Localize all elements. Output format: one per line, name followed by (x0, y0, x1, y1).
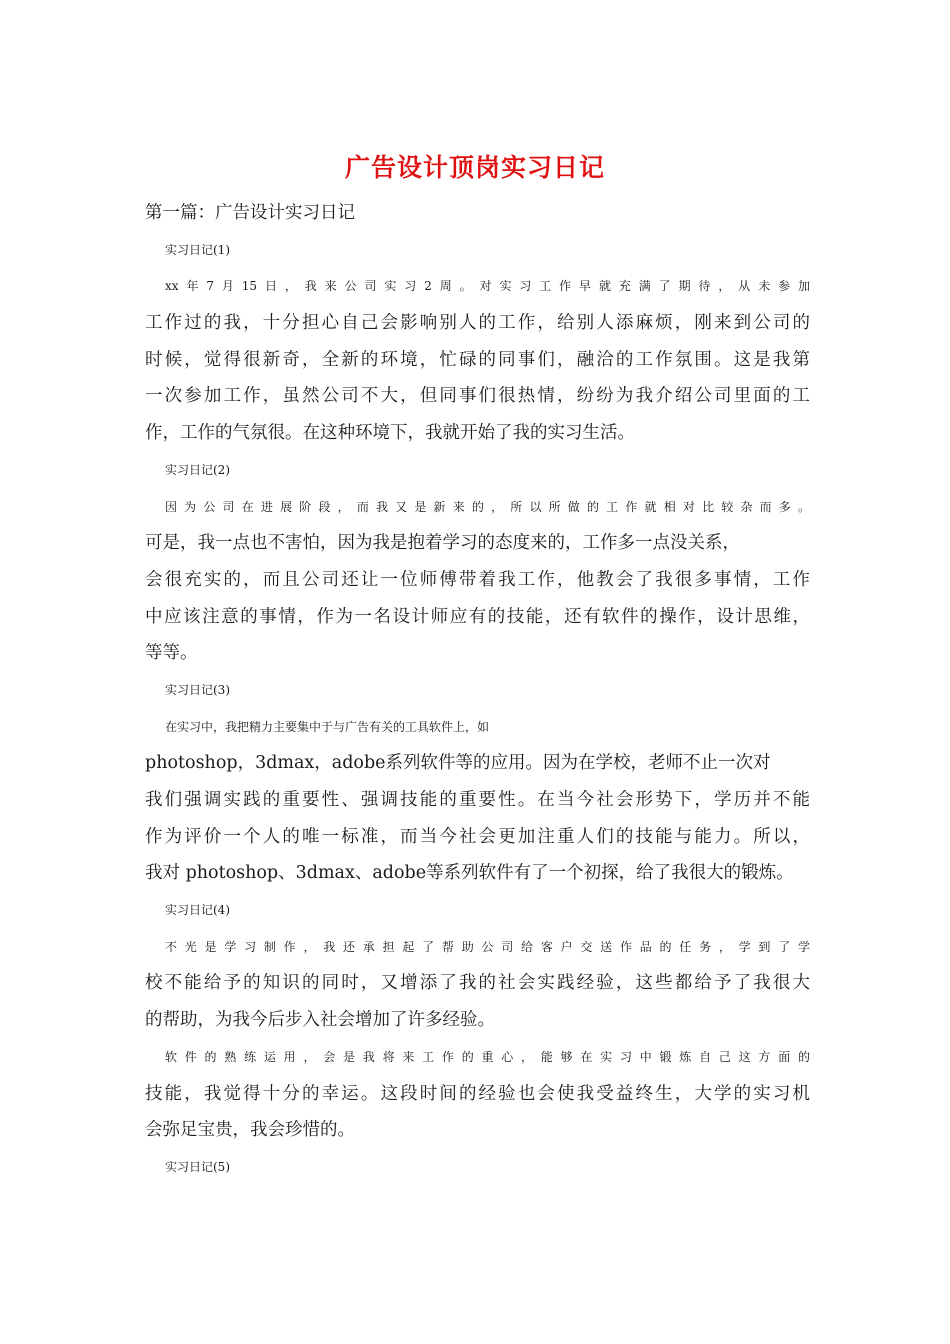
paragraph-line: photoshop，3dmax，adobe系列软件等的应用。因为在学校，老师不止一次对 (145, 753, 771, 774)
page-title: 广告设计顶岗实习日记 (344, 153, 605, 182)
paragraph-line: 中应该注意的事情，作为一名设计师应有的技能，还有软件的操作，设计思维， (145, 606, 810, 627)
paragraph-line: 会很充实的，而且公司还让一位师傅带着我工作，他教会了我很多事情，工作 (145, 569, 810, 590)
diary-heading-3: 实习日记(3) (165, 682, 230, 697)
diary-heading-4: 实习日记(4) (165, 903, 230, 918)
diary-heading-2: 实习日记(2) (165, 462, 230, 477)
paragraph-line: 的帮助，为我今后步入社会增加了许多经验。 (145, 1010, 495, 1031)
diary-heading-5: 实习日记(5) (165, 1159, 230, 1174)
paragraph-line: 我们强调实践的重要性、强调技能的重要性。在当今社会形势下，学历并不能 (145, 790, 810, 810)
paragraph-line: 作为评价一个人的唯一标准，而当今社会更加注重人们的技能与能力。所以， (145, 826, 810, 847)
paragraph-line: 时候，觉得很新奇，全新的环境，忙碌的同事们，融洽的工作氛围。这是我第 (145, 349, 810, 370)
paragraph-line: 可是，我一点也不害怕，因为我是抱着学习的态度来的，工作多一点没关系， (145, 533, 740, 554)
paragraph-line: xx年7月15日，我来公司实习2周。对实习工作早就充满了期待，从未参加 (165, 279, 810, 294)
paragraph-line: 工作过的我，十分担心自己会影响别人的工作，给别人添麻烦，刚来到公司的 (145, 313, 810, 334)
paragraph-line: 我对 photoshop、3dmax、adobe等系列软件有了一个初探，给了我很大的锻炼。 (145, 863, 794, 884)
paragraph-line: 不光是学习制作，我还承担起了帮助公司给客户交送作品的任务，学到了学 (165, 939, 810, 954)
paragraph-line: 等等。 (145, 643, 198, 664)
paragraph-line: 校不能给予的知识的同时，又增添了我的社会实践经验，这些都给予了我很大 (145, 973, 810, 994)
paragraph-line: 在实习中，我把精力主要集中于与广告有关的工具软件上，如 (165, 719, 490, 734)
paragraph-line: 技能，我觉得十分的幸运。这段时间的经验也会使我受益终生，大学的实习机 (145, 1083, 810, 1104)
paragraph-line: 软件的熟练运用，会是我将来工作的重心，能够在实习中锻炼自己这方面的 (165, 1049, 810, 1064)
document-body (145, 195, 810, 1186)
diary-heading-1: 实习日记(1) (165, 242, 230, 257)
paragraph-line: 一次参加工作，虽然公司不大，但同事们很热情，纷纷为我介绍公司里面的工 (145, 386, 810, 407)
paragraph-line: 会弥足宝贵，我会珍惜的。 (145, 1120, 355, 1141)
paragraph-line: 作，工作的气氛很。在这种环境下，我就开始了我的实习生活。 (145, 423, 635, 444)
section-heading: 第一篇：广告设计实习日记 (145, 203, 355, 223)
paragraph-line: 因为公司在进展阶段，而我又是新来的，所以所做的工作就相对比较杂而多。 (165, 499, 810, 514)
